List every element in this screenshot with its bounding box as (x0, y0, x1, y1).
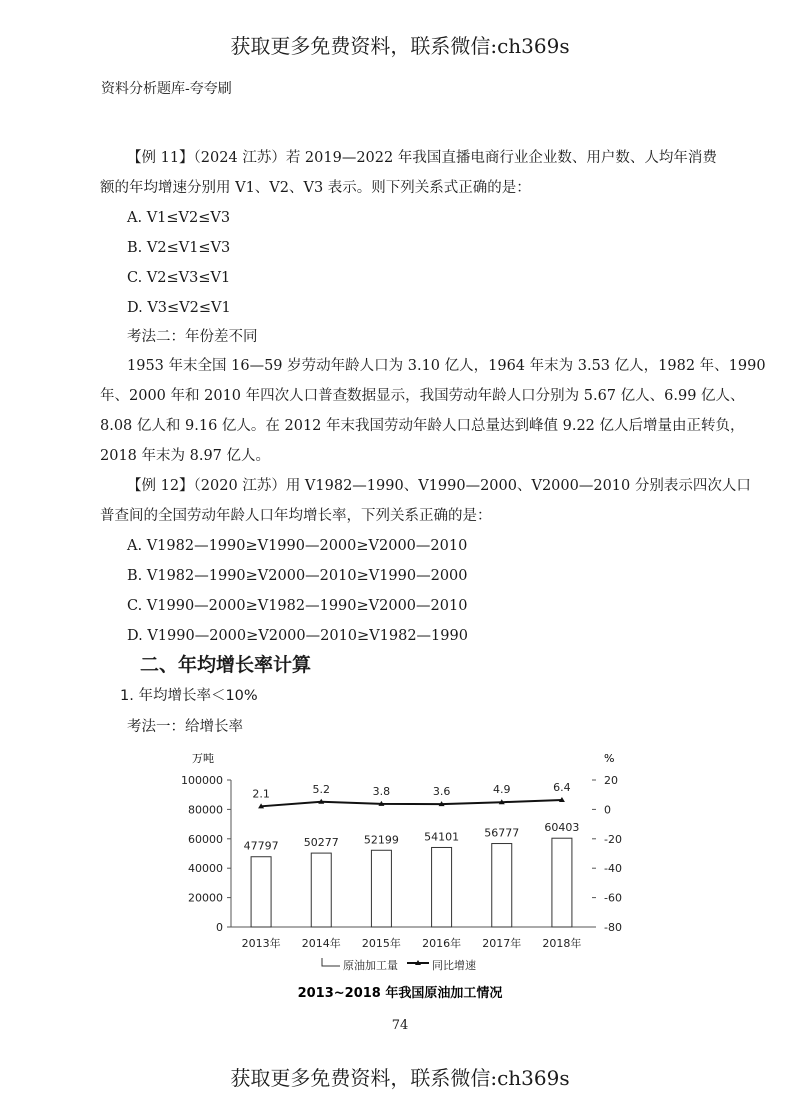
example12-question-line1: 【例 12】（2020 江苏）用 V1982—1990、V1990—2000、V2000—2010 分别表示四次人口 (127, 478, 751, 494)
bar-crude-processing (311, 853, 331, 927)
growth-rate-label: 5.2 (312, 782, 330, 796)
example11-option-a: A. V1≤V2≤V3 (127, 210, 231, 226)
category-label: 2018年 (542, 937, 582, 950)
method1-label: 考法一：给增长率 (127, 719, 243, 735)
category-label: 2015年 (361, 937, 401, 950)
bar-value-label: 47797 (243, 839, 279, 853)
left-tick-label: 100000 (181, 774, 223, 787)
example11-question-line2: 额的年均增速分别用 V1、V2、V3 表示。则下列关系式正确的是： (100, 180, 531, 196)
example12-question-line2: 普查间的全国劳动年龄人口年均增长率，下列关系正确的是： (100, 508, 492, 524)
example11-option-b: B. V2≤V1≤V3 (127, 240, 231, 256)
left-tick-label: 60000 (188, 832, 223, 846)
section-heading: 二、年均增长率计算 (140, 654, 312, 676)
left-tick-label: 20000 (188, 891, 223, 905)
chart-title: 2013~2018 年我国原油加工情况 (297, 986, 503, 1001)
bottom-banner: 获取更多免费资料，联系微信:ch369s (230, 1066, 570, 1090)
growth-rate-label: 6.4 (553, 780, 571, 794)
left-tick-label: 40000 (188, 862, 223, 876)
right-tick-label: -80 (604, 921, 622, 934)
top-banner: 获取更多免费资料，联系微信:ch369s (230, 34, 570, 58)
passage-line3: 8.08 亿人和 9.16 亿人。在 2012 年末我国劳动年龄人口总量达到峰值 9.22 亿人后增量由正转负， (100, 418, 745, 434)
category-label: 2014年 (301, 937, 341, 950)
bar-crude-processing (371, 850, 391, 927)
right-tick-label: 20 (604, 774, 618, 787)
example11-option-c: C. V2≤V3≤V1 (127, 270, 231, 286)
example11-question-line1: 【例 11】（2024 江苏）若 2019—2022 年我国直播电商行业企业数、用户数、人均年消费 (127, 150, 717, 166)
right-tick-label: 0 (604, 803, 611, 817)
bar-value-label: 60403 (544, 821, 580, 835)
bar-value-label: 56777 (484, 826, 520, 840)
bar-crude-processing (492, 844, 512, 927)
category-label: 2013年 (241, 937, 281, 950)
method2-label: 考法二：年份差不同 (127, 329, 258, 345)
bar-crude-processing (432, 847, 452, 927)
left-tick-label: 0 (216, 921, 223, 934)
category-label: 2016年 (422, 937, 462, 950)
left-axis-label: 万吨 (192, 752, 214, 765)
right-tick-label: -40 (604, 862, 622, 876)
left-tick-label: 80000 (188, 803, 223, 817)
legend-line-label: 同比增速 (432, 959, 476, 972)
bar-crude-processing (251, 857, 271, 927)
passage-line1: 1953 年末全国 16—59 岁劳动年龄人口为 3.10 亿人，1964 年末为 3.53 亿人，1982 年、1990 (127, 358, 766, 374)
right-axis-label: % (604, 752, 615, 765)
bar-value-label: 50277 (303, 836, 339, 850)
header-label: 资料分析题库-夸夸刷 (101, 81, 232, 97)
legend-bar-swatch (322, 958, 340, 966)
right-tick-label: -20 (604, 832, 622, 846)
category-label: 2017年 (482, 937, 522, 950)
example12-option-c: C. V1990—2000≥V1982—1990≥V2000—2010 (127, 598, 468, 614)
example12-option-a: A. V1982—1990≥V1990—2000≥V2000—2010 (127, 538, 468, 554)
growth-rate-line (261, 800, 562, 806)
right-tick-label: -60 (604, 891, 622, 905)
bar-value-label: 54101 (424, 830, 460, 844)
legend-bar-label: 原油加工量 (343, 959, 398, 972)
bar-value-label: 52199 (363, 833, 399, 847)
bar-crude-processing (552, 838, 572, 927)
growth-rate-label: 3.6 (432, 785, 451, 799)
page-number: 74 (391, 1018, 409, 1033)
passage-line2: 年、2000 年和 2010 年四次人口普查数据显示，我国劳动年龄人口分别为 5.67 亿人、6.99 亿人、 (100, 388, 745, 404)
growth-rate-label: 3.8 (372, 784, 391, 798)
subsection-heading: 1. 年均增长率＜10% (120, 688, 258, 704)
example12-option-b: B. V1982—1990≥V2000—2010≥V1990—2000 (127, 568, 468, 584)
example12-option-d: D. V1990—2000≥V2000—2010≥V1982—1990 (127, 628, 468, 644)
growth-rate-label: 2.1 (252, 787, 270, 801)
growth-rate-label: 4.9 (493, 783, 511, 797)
passage-line4: 2018 年末为 8.97 亿人。 (100, 448, 271, 464)
example11-option-d: D. V3≤V2≤V1 (127, 300, 231, 316)
